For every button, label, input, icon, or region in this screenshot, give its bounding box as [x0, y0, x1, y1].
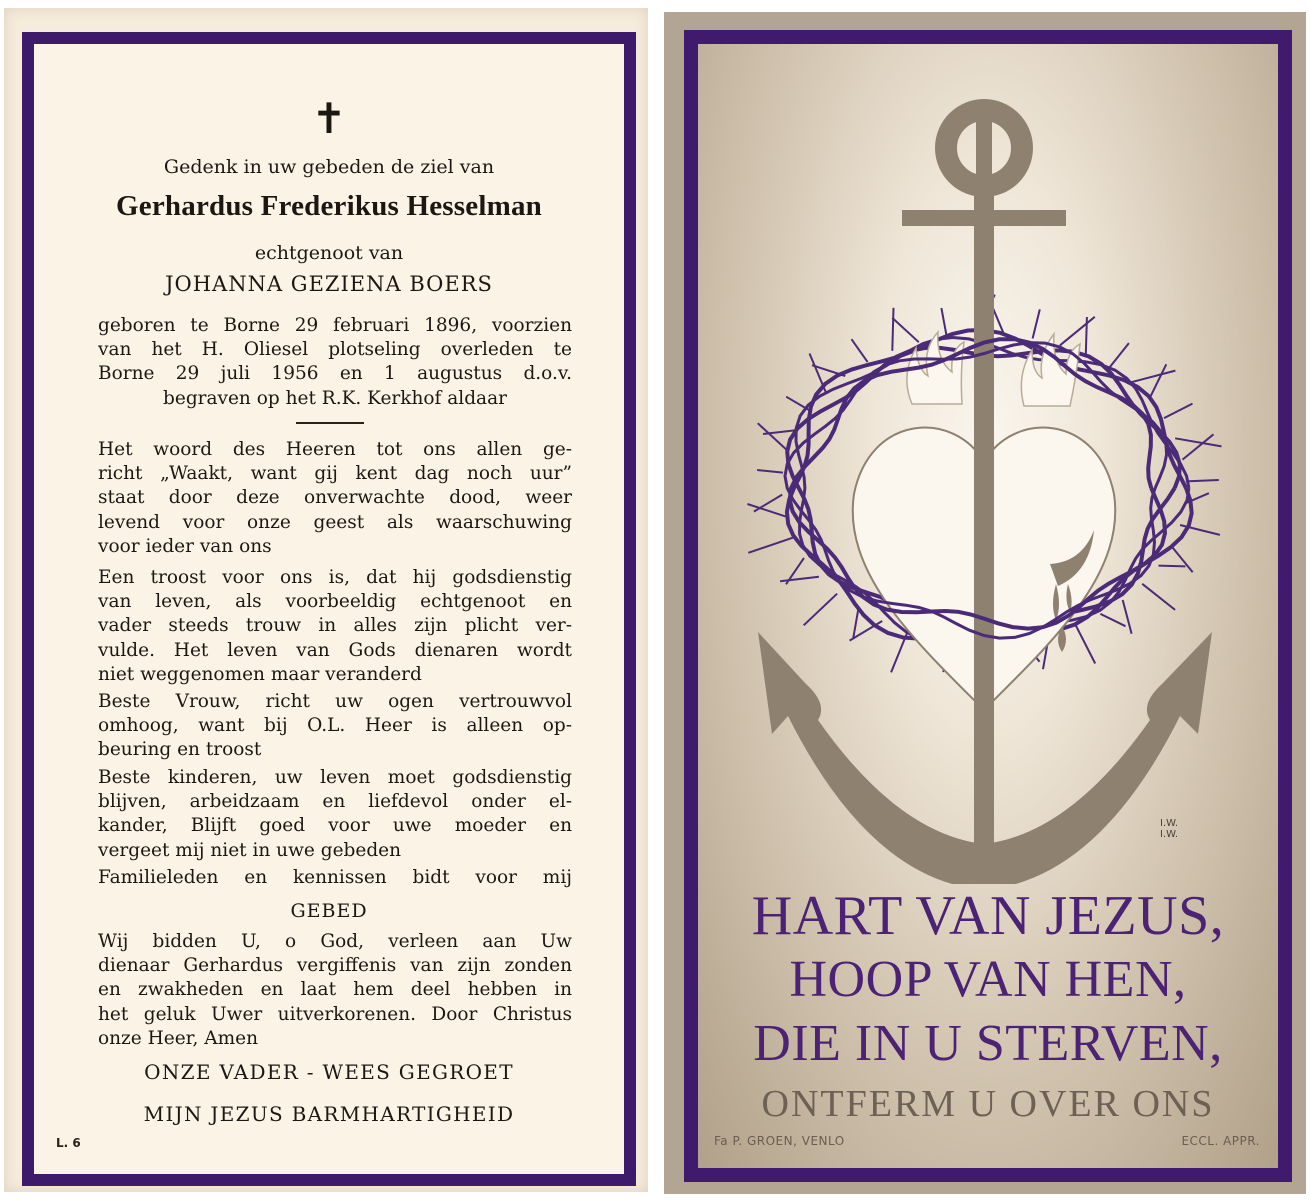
paragraph-line: vergeet mij niet in uwe gebeden — [98, 839, 402, 861]
paragraph-line: Beste kinderen, uw leven moet godsdienstig — [98, 767, 572, 788]
paragraph-line: Beste Vrouw, richt uw ogen vertrouwvol — [98, 691, 572, 712]
memorial-card-image-side — [664, 12, 1306, 1194]
paragraph-line: Familieleden en kennissen bidt voor mij — [98, 867, 572, 888]
thorn-spike — [852, 339, 868, 362]
thorn-spike — [1171, 546, 1193, 572]
spouse-intro: echtgenoot van — [254, 242, 404, 264]
paragraph-line: omhoog, want bij O.L. Heer is alleen op- — [98, 715, 572, 737]
bio-line: geboren te Borne 29 februari 1896, voorzien — [98, 315, 572, 336]
prayer-line: het geluk Uwer uitverkorenen. Door Christus — [98, 1003, 572, 1025]
paragraph-line: Het woord des Heeren tot ons allen ge- — [98, 439, 572, 460]
bio-line: begraven op het R.K. Kerkhof aldaar — [163, 387, 507, 409]
thorn-spike — [758, 423, 788, 451]
prayer-line: onze Heer, Amen — [98, 1027, 258, 1049]
ecclesiastical-approval: ECCL. APPR. — [1181, 1134, 1260, 1148]
thorn-spike — [1183, 434, 1214, 459]
thorn-spike — [1175, 438, 1221, 446]
paragraph-line: van leven, als voorbeeldig echtgenoot en — [98, 591, 572, 613]
thorn-spike — [1076, 625, 1096, 663]
thorn-spike — [1100, 614, 1125, 626]
thorn-spike — [780, 577, 819, 582]
paragraph-5 — [98, 866, 572, 890]
thorn-spike — [747, 504, 785, 516]
paragraph-line: vulde. Het leven van Gods dienaren wordt — [98, 639, 572, 661]
paragraph-4 — [98, 766, 572, 863]
thorn-spike — [757, 470, 783, 473]
paragraph-line: niet weggenomen maar veranderd — [98, 663, 422, 685]
thorn-spike — [1149, 364, 1166, 399]
divider-rule — [296, 422, 364, 424]
closing-prayer-1: ONZE VADER - WEES GEGROET — [144, 1060, 514, 1084]
paragraph-line: beuring en troost — [98, 739, 262, 761]
prayer-line: dienaar Gerhardus vergiffenis van zijn zonden — [98, 955, 572, 977]
paragraph-line: kander, Blijft goed voor uwe moeder en — [98, 815, 572, 837]
thorn-spike — [892, 308, 893, 351]
artist-initial-line: I.W. — [1160, 829, 1179, 840]
prayer-title: GEBED — [290, 900, 368, 922]
spouse-name: JOHANNA GEZIENA BOERS — [165, 272, 493, 296]
thorn-spike — [1186, 480, 1219, 481]
anchor-neck — [976, 104, 992, 214]
prayer-line: Wij bidden U, o God, verleen aan Uw — [98, 931, 572, 952]
deceased-name: Gerhardus Frederikus Hesselman — [116, 190, 542, 222]
bio-line: van het H. Oliesel plotseling overleden te — [98, 339, 572, 361]
thorn-spike — [1033, 309, 1040, 338]
heading-line-2: HOOP VAN HEN, — [789, 951, 1187, 1008]
bio-paragraph — [98, 314, 572, 411]
paragraph-line: voor ieder van ons — [98, 535, 272, 557]
thorn-spike — [810, 354, 826, 393]
printer-credit: Fa P. GROEN, VENLO — [714, 1134, 845, 1148]
thorn-spike — [754, 495, 782, 512]
thorn-spike — [786, 397, 809, 411]
cross-icon: ✝ — [311, 94, 347, 143]
paragraph-line: richt „Waakt, want gij kent dag noch uur” — [98, 463, 572, 485]
intro-text: Gedenk in uw gebeden de ziel van — [163, 156, 495, 178]
heading-line-3: DIE IN U STERVEN, — [753, 1015, 1223, 1072]
prayer-line: en zwakheden en laat hem deel hebben in — [98, 979, 572, 1001]
prayer-paragraph — [98, 930, 572, 1051]
bio-line: Borne 29 juli 1956 en 1 augustus d.o.v. — [98, 363, 572, 385]
thorn-spike — [748, 538, 793, 553]
heading-line-1: HART VAN JEZUS, — [751, 885, 1225, 947]
paragraph-line: levend voor onze geest als waarschuwing — [98, 511, 572, 533]
heading-line-4: ONTFERM U OVER ONS — [761, 1083, 1215, 1125]
paragraph-line: Een troost voor ons is, dat hij godsdienstig — [98, 567, 572, 588]
paragraph-line: vader steeds trouw in alles zijn plicht ver- — [98, 615, 572, 637]
thorn-spike — [1164, 404, 1193, 419]
artist-initials — [1160, 818, 1178, 840]
purple-frame — [684, 30, 1292, 1182]
thorn-spike — [892, 318, 919, 342]
card-text — [34, 44, 624, 1174]
paragraph-2 — [98, 566, 572, 687]
anchor-shank — [974, 194, 994, 884]
artist-initial-line: I.W. — [1160, 818, 1179, 829]
card-reference: L. 6 — [56, 1136, 81, 1150]
thorn-spike — [1131, 371, 1176, 383]
thorn-spike — [941, 308, 946, 337]
anchor-heart-emblem — [698, 44, 1278, 884]
thorn-spike — [804, 594, 837, 626]
thorn-spike — [1159, 566, 1186, 567]
closing-prayer-2: MIJN JEZUS BARMHARTIGHEID — [143, 1102, 515, 1126]
memorial-card-text-side — [4, 8, 648, 1192]
purple-frame — [22, 32, 636, 1186]
thorn-spike — [853, 609, 858, 640]
thorn-spike — [1123, 600, 1132, 634]
thorn-spike — [1060, 317, 1095, 346]
thorn-spike — [1086, 317, 1087, 355]
paragraph-line: blijven, arbeidzaam en liefdevol onder el- — [98, 791, 572, 813]
paragraph-line: staat door deze onverwachte dood, weer — [98, 487, 572, 509]
thorn-spike — [1110, 343, 1129, 367]
paragraph-1 — [98, 438, 572, 559]
paragraph-3 — [98, 690, 572, 763]
thorn-spike — [1142, 584, 1175, 610]
